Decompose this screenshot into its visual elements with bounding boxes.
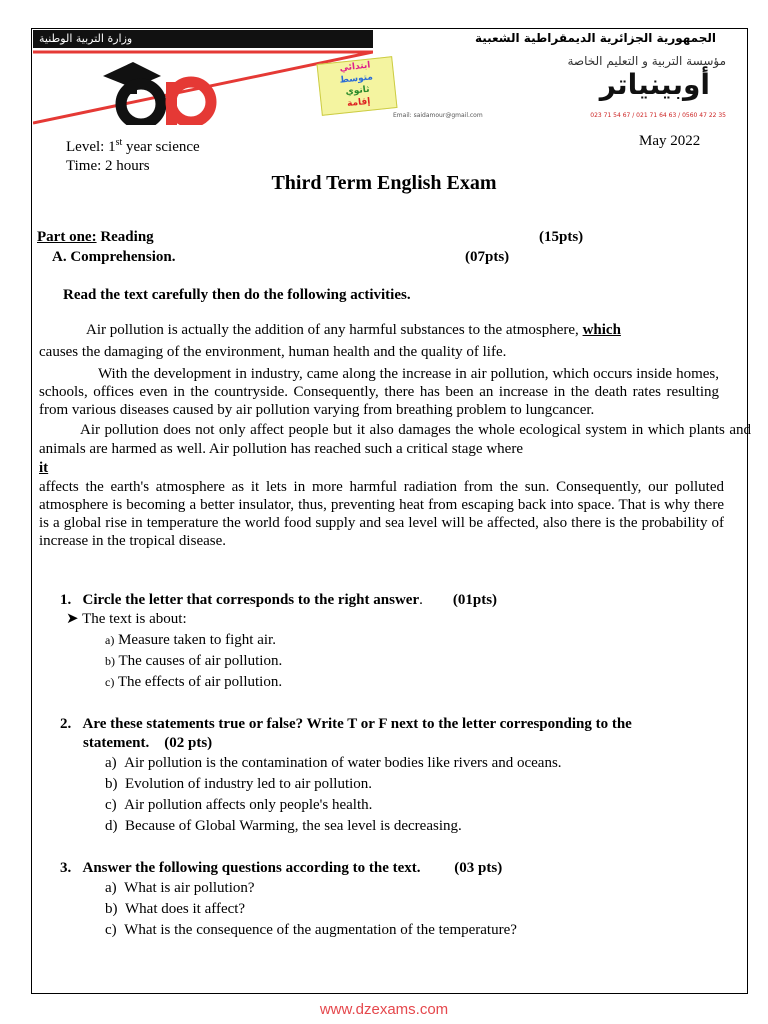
passage bbox=[39, 321, 751, 550]
question-3: 3. Answer the following questions according to the text. (03 pts) bbox=[60, 860, 503, 876]
contact-label: 023 71 54 67 / 021 71 64 63 / 0560 47 22 35 bbox=[590, 112, 726, 119]
q2-option-b: b) Evolution of industry led to air pollution. bbox=[105, 776, 373, 792]
paragraph-1-end: causes the damaging of the environment, human health and the quality of life. bbox=[39, 344, 507, 360]
page-title: Third Term English Exam bbox=[271, 172, 497, 194]
q3-option-a: a) What is air pollution? bbox=[105, 880, 255, 896]
q1-option-b: b) The causes of air pollution. bbox=[105, 653, 283, 669]
q1-option-c: c) The effects of air pollution. bbox=[105, 674, 283, 690]
q1-option-a: a) Measure taken to fight air. bbox=[105, 632, 276, 648]
footer-link[interactable]: www.dzexams.com bbox=[319, 1001, 449, 1018]
q3-option-b: b) What does it affect? bbox=[105, 901, 246, 917]
levels-sticker bbox=[316, 56, 397, 116]
time-line: Time: 2 hours bbox=[66, 158, 150, 174]
paragraph-3: Air pollution does not only affect people but it also damages the whole ecological system in which plants and animals are harmed as well. Air pollution has reached such a critical stage where it bbox=[39, 422, 751, 476]
ministry-label: وزارة التربية الوطنية bbox=[39, 32, 133, 45]
q3-option-c: c) What is the consequence of the augmentation of the temperature? bbox=[105, 922, 517, 938]
question-2-line2: statement. (02 pts) bbox=[83, 735, 213, 751]
arrow-bullet-icon: ➤ bbox=[66, 611, 79, 627]
email-label: Email: saidamour@gmail.com bbox=[393, 112, 483, 119]
paragraph-2: With the development in industry, came along the increase in air pollution, which occurs inside homes, schools, offices even in the countryside. Consequently, there has been an increase in the death rates resulting from various diseases caused by air pollution varying from breathing problem to lungcancer. bbox=[39, 366, 719, 418]
question-1: 1. Circle the letter that corresponds to the right answer. (01pts) bbox=[60, 592, 498, 608]
level-residence: إقامة bbox=[346, 96, 371, 110]
section-a-points: (07pts) bbox=[465, 249, 510, 265]
paragraph-3-end: affects the earth's atmosphere as it lets in more harmful radiation from the sun. Consequently, our polluted atmosphere is becoming a better insulator, thus, preventing heat from escaping back into space. That is why there is a global rise in temperature the world food supply and sea level will be affected, also there is the probability of increase in the tropical disease. bbox=[39, 479, 724, 549]
republic-label: الجمهورية الجزائرية الديمقراطية الشعبية bbox=[474, 31, 716, 45]
question-1-stem: ➤ The text is about: bbox=[66, 611, 187, 627]
level-primary: ابتدائي bbox=[339, 60, 371, 74]
q2-option-d: d) Because of Global Warming, the sea level is decreasing. bbox=[105, 818, 462, 834]
exam-info bbox=[66, 133, 200, 176]
part-one-points: (15pts) bbox=[539, 229, 584, 245]
level-middle: متوسط bbox=[339, 72, 374, 86]
section-a-heading: A. Comprehension. bbox=[52, 249, 176, 265]
part-one-heading: Part one: Reading bbox=[37, 229, 154, 245]
level-secondary: ثانوي bbox=[345, 84, 370, 98]
institution-name: مؤسسة التربية و التعليم الخاصة bbox=[567, 54, 726, 68]
question-2: 2. Are these statements true or false? Write T or F next to the letter corresponding to the bbox=[60, 716, 632, 732]
brand-name: أوبينياتر bbox=[599, 68, 710, 101]
instruction: Read the text carefully then do the following activities. bbox=[63, 287, 411, 303]
school-header bbox=[33, 30, 746, 125]
exam-date: May 2022 bbox=[639, 133, 701, 149]
q2-option-c: c) Air pollution affects only people's health. bbox=[105, 797, 373, 813]
q2-option-a: a) Air pollution is the contamination of water bodies like rivers and oceans. bbox=[105, 755, 562, 771]
level-line: Level: 1st year science bbox=[66, 137, 200, 155]
paragraph-1: Air pollution is actually the addition of any harmful substances to the atmosphere, which bbox=[86, 322, 621, 338]
